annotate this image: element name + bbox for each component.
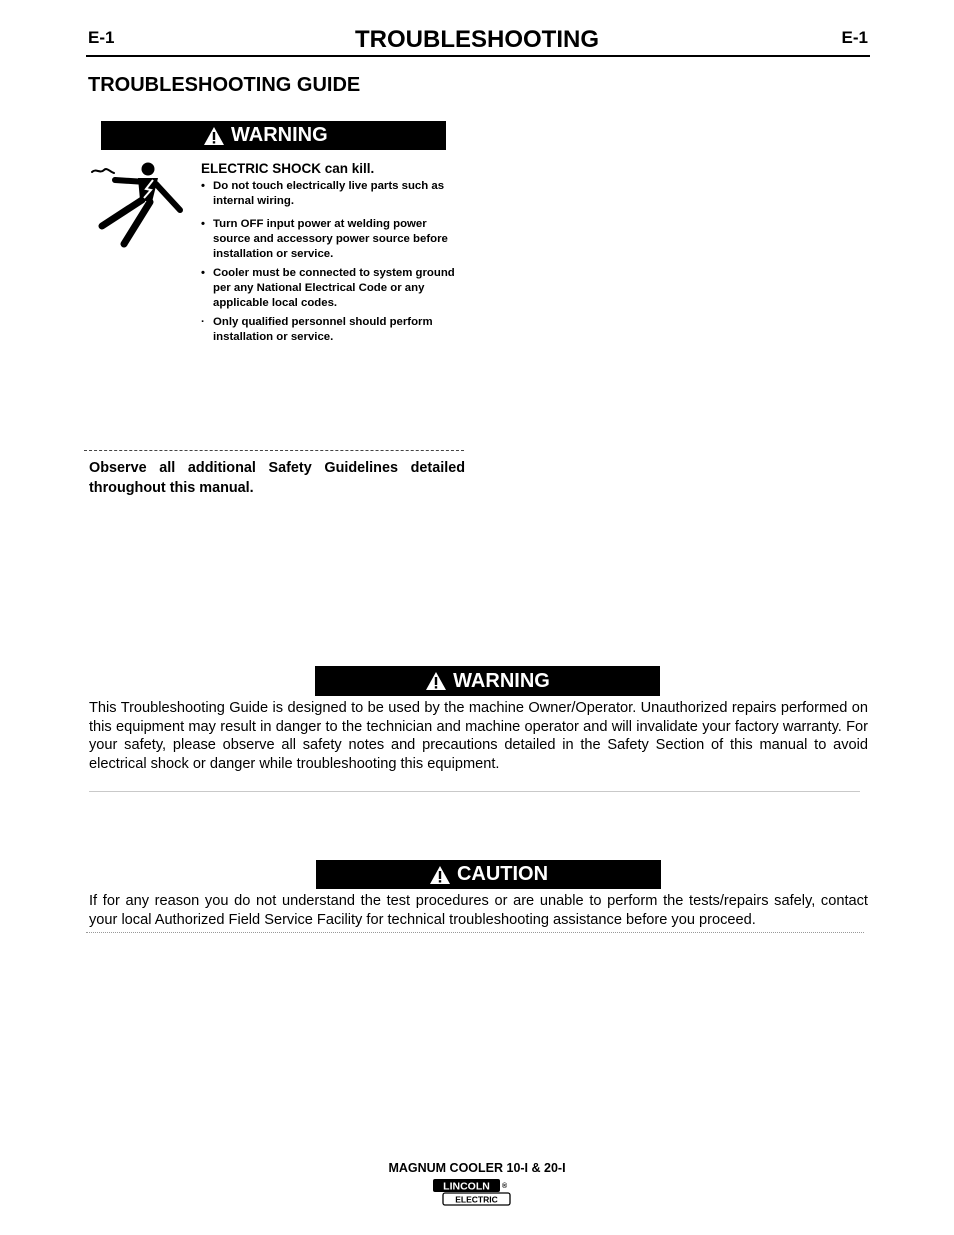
list-item [201,179,463,209]
page-number-left: E-1 [88,28,115,47]
caution-paragraph: If for any reason you do not understand the test procedures or are unable to perform the tests/repairs safely, contact your local Authorized Field Service Facility for technical troubleshooting assistance before you proceed. [89,893,868,928]
section-title: TROUBLESHOOTING GUIDE [88,74,361,96]
dotted-divider [86,932,864,933]
logo-registered-mark: ® [502,1183,508,1190]
warning-banner-2 [315,666,660,696]
page-title: TROUBLESHOOTING [355,26,599,53]
list-item [201,217,463,262]
lincoln-electric-logo [432,1178,512,1208]
footer-model: MAGNUM COOLER 10-I & 20-I [388,1161,566,1175]
safety-guidelines-note: Observe all additional Safety Guidelines detailed throughout this manual. [89,460,465,496]
warning-triangle-icon [425,671,447,691]
bullet: · [201,316,205,328]
logo-text-bottom: ELECTRIC [455,1194,498,1205]
logo-text-top: LINCOLN [443,1180,490,1193]
divider [89,791,860,792]
bullet: • [201,267,205,279]
warning-triangle-icon [203,126,225,146]
page-number-right: E-1 [841,28,868,47]
warning-banner [101,121,446,150]
list-item-text: Only qualified personnel should perform installation or service. [213,316,433,343]
bullet: • [201,180,205,192]
warning-banner-label: WARNING [231,124,328,146]
warning-banner-label: WARNING [453,669,550,692]
list-item-text: Do not touch electrically live parts such as internal wiring. [213,180,445,207]
list-item-text: Cooler must be connected to system ground per any National Electrical Code or any applicable local codes. [213,267,455,309]
header-rule [86,55,870,57]
list-item-text: Turn OFF input power at welding power source and accessory power source before installation or service. [213,218,448,260]
list-item [201,315,463,345]
shock-warning-list [201,179,463,345]
warning-triangle-icon [429,865,451,885]
electric-shock-icon [90,160,190,252]
shock-heading: ELECTRIC SHOCK can kill. [201,161,375,176]
bullet: • [201,218,205,230]
list-item [201,266,463,311]
dashed-divider [84,450,464,451]
caution-banner-label: CAUTION [456,863,549,885]
warning-paragraph: This Troubleshooting Guide is designed to be used by the machine Owner/Operator. Unauthorized repairs performed on this equipment may result in danger to the technician and machine operator and will invalidate your factory warranty. For your safety, please observe all safety notes and precautions detailed in the Safety Section of this manual to avoid electrical shock or danger while troubleshooting this equipment. [89,700,868,773]
caution-banner [316,860,661,889]
